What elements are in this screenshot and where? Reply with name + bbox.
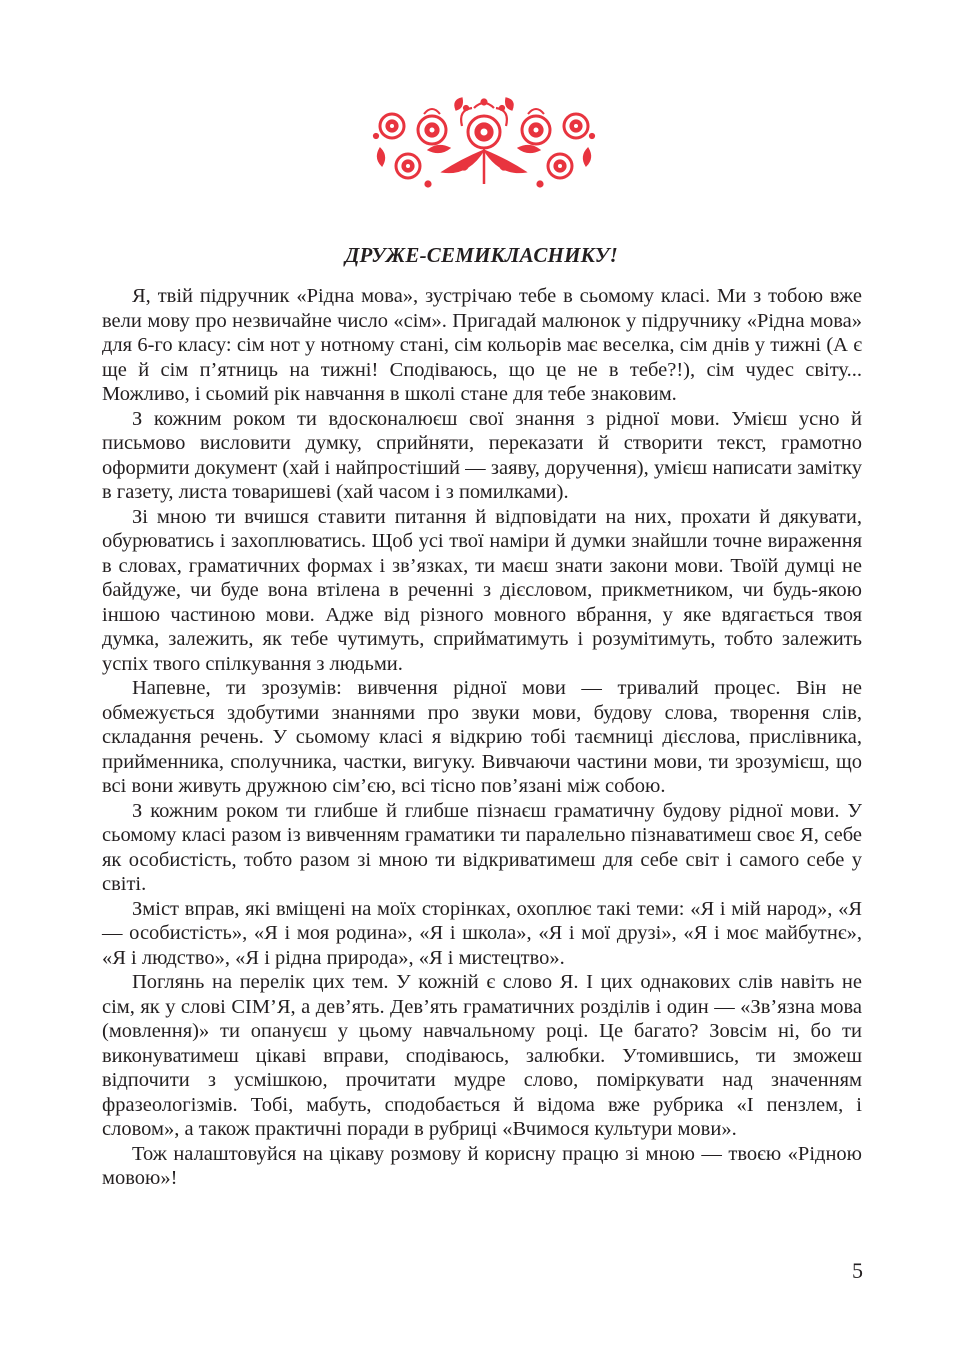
paragraph: Тож налаштовуйся на цікаву розмову й корисну працю зі мною — твоєю «Рідною мовою»! <box>102 1142 862 1189</box>
page-title: ДРУЖЕ-СЕМИКЛАСНИКУ! <box>345 243 618 267</box>
paragraph: З кожним роком ти вдосконалюєш свої знання з рідної мови. Умієш усно й письмово висловити думку, сприйняти, переказати й створити текст, грамотно оформити документ (хай і найпростіший — заяву, доручення), умієш написати замітку в газету, листа товаришеві (хай часом і з помилками). <box>102 407 862 503</box>
paragraph: Я, твій підручник «Рідна мова», зустрічаю тебе в сьомому класі. Ми з тобою вже вели мову про незвичайне число «сім». Пригадай малюнок у підручнику «Рідна мова» для 6-го класу: сім нот у нотному стані, сім кольорів має веселка, сім днів у тижні (А є ще й сім п’ятниць на тижні! Сподіваюсь, що це не в тебе?!), сім чудес світу... Можливо, і сьомий рік навчання в школі стане для тебе знаковим. <box>102 285 862 405</box>
paragraph: Зміст вправ, які вміщені на моїх сторінках, охоплює такі теми: «Я і мій народ», «Я — особистість», «Я і моя родина», «Я і школа», «Я і мої друзі», «Я і моє майбутнє», «Я і людство», «Я і рідна природа», «Я і мистецтво». <box>102 897 862 969</box>
body-text <box>102 284 862 1191</box>
paragraph: Напевне, ти зрозумів: вивчення рідної мови — тривалий процес. Він не обмежується здобутими знаннями про звуки мови, будову слова, творення слів, складання речень. У сьомому класі я відкрию тобі таємниці дієслова, прислівника, прийменника, сполучника, частки, вигуку. Вивчаючи частини мови, ти зрозумієш, що всі вони живуть дружною сім’єю, всі тісно пов’язані між собою. <box>102 677 862 797</box>
page-number: 5 <box>852 1258 863 1283</box>
paragraph: Поглянь на перелік цих тем. У кожній є слово Я. І цих однакових слів навіть не сім, як у слові СІМ’Я, а дев’ять. Дев’ять граматичних розділів і один — «Зв’язна мова (мовлення)» ти опануєш у цьому навчальному році. Це багато? Зовсім ні, бо ти виконуватимеш цікаві вправи, сподіваюсь, залюбки. Утомившись, ти зможеш відпочити з усмішкою, прочитати мудре слово, поміркувати над значенням фразеологізмів. Тобі, мабуть, сподобається й відома вже рубрика «І пензлем, і словом», а також практичні поради в рубриці «Вчимося культури мови». <box>102 971 862 1140</box>
paragraph: З кожним роком ти глибше й глибше пізнаєш граматичну будову рідної мови. У сьомому класі разом із вивченням граматики ти паралельно пізнаватимеш своє Я, себе як особистість, тобто разом зі мною ти відкриватимеш для себе світ і самого себе у світі. <box>102 799 862 895</box>
paragraph: Зі мною ти вчишся ставити питання й відповідати на них, прохати й дякувати, обурюватись і захоплюватись. Щоб усі твої наміри й думки знайшли точне вираження в словах, граматичних формах і зв’язках, ти маєш знати закони мови. Твоїй думці не байдуже, чи буде вона втілена в реченні з дієсловом, прикметником, чи будь-якою іншою частиною мови. Адже від різного мовного вбрання, у яке вдягається твоя думка, залежить, як тебе чутимуть, сприйматимуть і розумітимуть, тобто залежить успіх твого спілкування з людьми. <box>102 505 862 675</box>
folk-ornament-icon <box>368 96 600 196</box>
